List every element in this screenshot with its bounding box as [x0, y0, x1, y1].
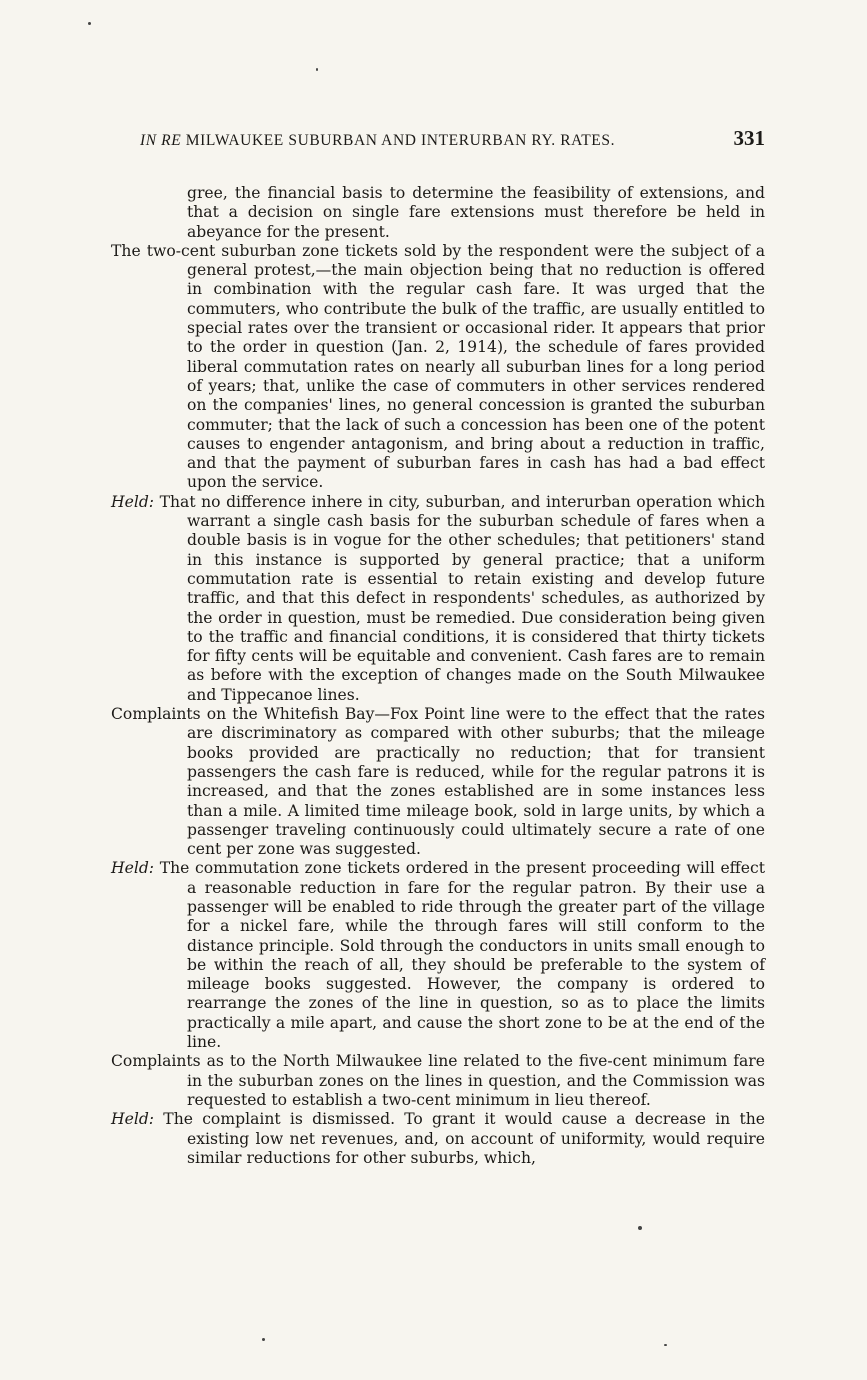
paragraph-text: gree, the financial basis to determine the feasibility of extensions, and that a decision on single fare extensions must therefore be held in abeyance for the present.	[187, 184, 765, 241]
paragraph-text: The complaint is dismissed. To grant it would cause a decrease in the existing low net revenues, and, on account of uniformity, would require similar reductions for other suburbs, which,	[163, 1110, 765, 1167]
body-text	[111, 184, 765, 1168]
held-label: Held:	[111, 859, 155, 878]
paragraph-text: That no difference inhere in city, suburban, and interurban operation which warrant a single cash basis for the suburban schedule of fares when a double basis is in vogue for the other schedules; that petitioners' stand in this instance is supported by general practice; that a uniform commutation rate is essential to retain existing and develop future traffic, and that this defect in respondents' schedules, as authorized by the order in question, must be remedied. Due consideration being given to the traffic and financial conditions, it is considered that thirty tickets for fifty cents will be equitable and convenient. Cash fares are to remain as before with the exception of changes made on the South Milwaukee and Tippecanoe lines.	[159, 492, 765, 704]
running-title	[140, 132, 615, 150]
running-title-italic: IN RE	[140, 132, 182, 149]
paragraph-text: The two-cent suburban zone tickets sold by the respondent were the subject of a general protest,—the main objection being that no reduction is offered in combination with the regular cash fare. It was urged that the commuters, who contribute the bulk of the traffic, are usually entitled to special rates over the transient or occasional rider. It appears that prior to the order in question (Jan. 2, 1914), the schedule of fares provided liberal commutation rates on nearly all suburban lines for a long period of years; that, unlike the case of commuters in other services rendered on the companies' lines, no general concession is granted the suburban commuter; that the lack of such a concession has been one of the potent causes to engender antagonism, and bring about a reduction in traffic, and that the payment of suburban fares in cash has had a bad effect upon the service.	[111, 241, 765, 492]
running-header	[140, 126, 765, 151]
scan-speck	[664, 1344, 667, 1346]
paragraph-text: Complaints on the Whitefish Bay—Fox Point line were to the effect that the rates are discriminatory as compared with other suburbs; that the mileage books provided are practically no reduction; that for transient passengers the cash fare is reduced, while for the regular patrons it is increased, and that the zones established are in some instances less than a mile. A limited time mileage book, sold in large units, by which a passenger traveling continuously could ultimately secure a rate of one cent per zone was suggested.	[111, 705, 765, 859]
page-number: 331	[733, 126, 765, 150]
paragraph-text: Complaints as to the North Milwaukee line related to the five-cent minimum fare in the suburban zones on the lines in question, and the Commission was requested to establish a two-cent minimum in lieu thereof.	[111, 1052, 765, 1109]
paragraph	[111, 1052, 765, 1110]
held-paragraph	[111, 493, 765, 705]
paragraph	[111, 184, 765, 242]
scan-speck	[262, 1338, 265, 1341]
scan-speck	[88, 22, 91, 25]
held-paragraph	[111, 859, 765, 1052]
scan-speck	[316, 68, 318, 71]
paragraph	[111, 242, 765, 493]
scan-speck	[638, 1226, 642, 1230]
paragraph-text: The commutation zone tickets ordered in the present proceeding will effect a reasonable reduction in fare for the regular patron. By their use a passenger will be enabled to ride through the greater part of the village for a nickel fare, while the through fares will still conform to the distance principle. Sold through the conductors in units small enough to be within the reach of all, they should be preferable to the system of mileage books suggested. However, the company is ordered to rearrange the zones of the line in question, so as to place the limits practically a mile apart, and cause the short zone to be at the end of the line.	[159, 859, 765, 1052]
held-paragraph	[111, 1110, 765, 1168]
held-label: Held:	[111, 1110, 155, 1129]
held-label: Held:	[111, 492, 155, 511]
paragraph	[111, 705, 765, 859]
running-title-rest: MILWAUKEE SUBURBAN AND INTERURBAN RY. RATES.	[181, 132, 616, 149]
